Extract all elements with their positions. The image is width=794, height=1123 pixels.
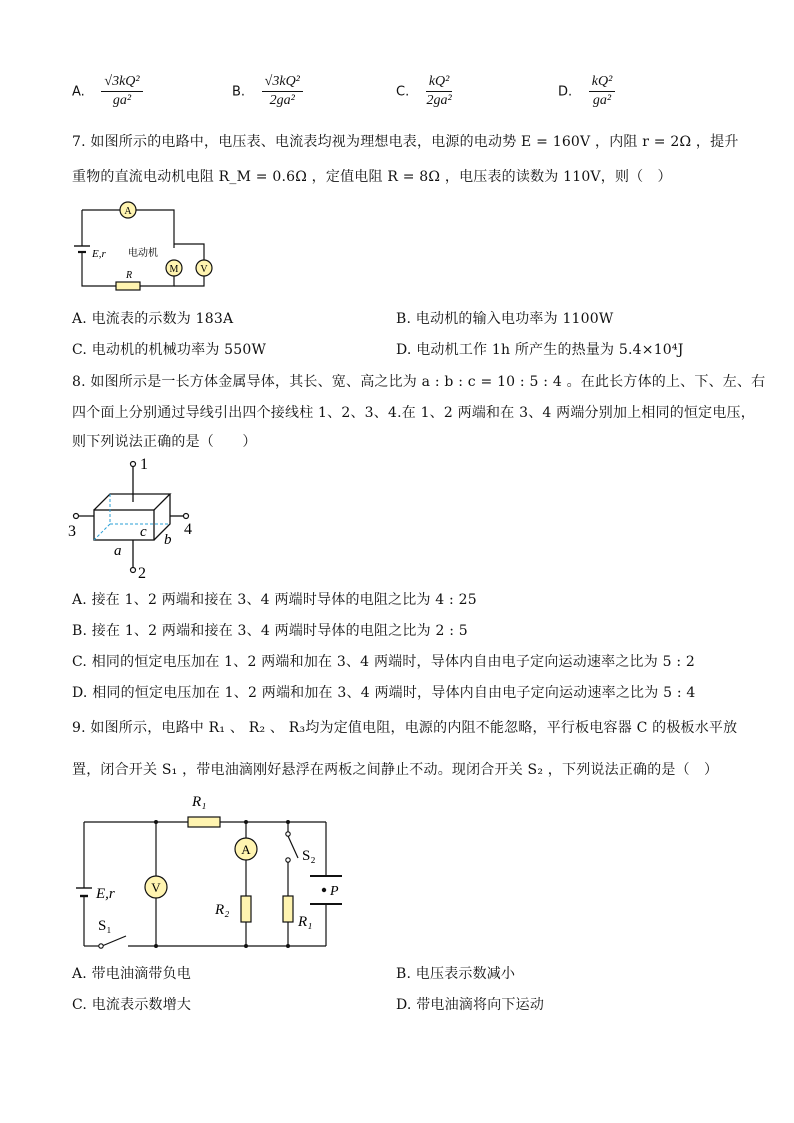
- q8-label-2: 2: [138, 565, 146, 582]
- q7-option-d[interactable]: D. 电动机工作 1h 所产生的热量为 5.4×10⁴J: [396, 342, 684, 358]
- q8-option-a[interactable]: A. 接在 1、2 两端和接在 3、4 两端时导体的电阻之比为 4 : 25: [72, 592, 477, 608]
- q7-motor-label: 电动机: [128, 248, 158, 259]
- q9-option-c[interactable]: C. 电流表示数增大: [72, 997, 192, 1013]
- q8-stem-line2: 四个面上分别通过导线引出四个接线柱 1、2、3、4.在 1、2 两端和在 3、4 两端分别加上相同的恒定电压，: [72, 405, 755, 421]
- q6-option-d-fraction: $\frac{\text{kQ²}}{\text{ga²}}$: [589, 74, 616, 109]
- q8-label-b: b: [164, 532, 172, 548]
- q9-oil-drop: [322, 888, 326, 892]
- q8-terminal-4: [184, 514, 189, 519]
- q8-label-c: c: [140, 524, 147, 540]
- svg-text:A: A: [241, 842, 251, 857]
- q9-label-s1: S₁: [98, 918, 112, 934]
- q7-voltmeter: [196, 260, 212, 276]
- q7-ammeter: [120, 202, 136, 218]
- q7-stem-line2: 重物的直流电动机电阻 R_M = 0.6Ω ，定值电阻 R = 8Ω ，电压表的读数为 110V，则（ ）: [72, 169, 672, 185]
- q6-option-c[interactable]: [396, 74, 452, 109]
- q9-option-d[interactable]: D. 带电油滴将向下运动: [396, 997, 545, 1013]
- svg-text:V: V: [200, 264, 208, 275]
- q9-source-label: E,r: [96, 886, 115, 902]
- q7-source-label: E,r: [92, 248, 106, 260]
- q6-option-a[interactable]: [72, 74, 143, 109]
- q8-label-3: 3: [68, 523, 76, 540]
- q7-resistor: [116, 282, 140, 290]
- q8-label-a: a: [114, 543, 122, 559]
- svg-text:V: V: [151, 880, 161, 895]
- q7-circuit-figure: [70, 198, 220, 294]
- q9-resistor-r1-top: [188, 817, 220, 827]
- q7-motor: [166, 260, 182, 276]
- q6-option-a-label: A.: [72, 84, 85, 100]
- q9-stem-line2: 置，闭合开关 S₁ ，带电油滴刚好悬浮在两板之间静止不动。现闭合开关 S₂ ，下列说法正确的是（ ）: [72, 762, 719, 778]
- q9-resistor-r2: [241, 896, 251, 922]
- svg-text:A: A: [124, 206, 132, 217]
- q8-stem-line3: 则下列说法正确的是（ ）: [72, 434, 257, 450]
- q7-resistor-label: R: [126, 270, 133, 281]
- q6-option-c-label: C.: [396, 84, 410, 100]
- q9-label-r1-top: R₁: [192, 794, 207, 810]
- q8-box-figure: [66, 452, 206, 584]
- q7-option-c[interactable]: C. 电动机的机械功率为 550W: [72, 342, 267, 358]
- q7-stem-line1: 7. 如图所示的电路中，电压表、电流表均视为理想电表，电源的电动势 E = 160V ，内阻 r = 2Ω ，提升: [72, 134, 739, 150]
- q6-option-b-fraction: $\frac{\text{√3kQ²}}{\text{2ga²}}$: [262, 74, 303, 109]
- q8-option-d[interactable]: D. 相同的恒定电压加在 1、2 两端和加在 3、4 两端时，导体内自由电子定向运动速率之比为 5 : 4: [72, 685, 696, 701]
- q8-label-4: 4: [184, 521, 192, 538]
- q6-option-b[interactable]: [232, 74, 303, 109]
- q6-option-d[interactable]: [558, 74, 615, 109]
- q8-terminal-2: [131, 568, 136, 573]
- q9-label-p: P: [330, 884, 339, 899]
- q8-option-c[interactable]: C. 相同的恒定电压加在 1、2 两端和加在 3、4 两端时，导体内自由电子定向运动速率之比为 5 : 2: [72, 654, 696, 670]
- q8-terminal-1: [131, 462, 136, 467]
- q7-option-b[interactable]: B. 电动机的输入电功率为 1100W: [396, 311, 614, 327]
- q9-voltmeter: [145, 876, 167, 898]
- q6-option-d-label: D.: [558, 84, 573, 100]
- q9-label-r1: R₁: [298, 914, 313, 930]
- q9-label-s2: S₂: [302, 848, 316, 864]
- q8-option-b[interactable]: B. 接在 1、2 两端和接在 3、4 两端时导体的电阻之比为 2 : 5: [72, 623, 468, 639]
- q9-label-r2: R₂: [215, 902, 230, 918]
- q6-option-a-fraction: $\frac{\text{√3kQ²}}{\text{ga²}}$: [101, 74, 142, 109]
- q9-option-b[interactable]: B. 电压表示数减小: [396, 966, 516, 982]
- q6-option-c-fraction: $\frac{\text{kQ²}}{\text{2ga²}}$: [426, 74, 452, 108]
- q8-stem-line1: 8. 如图所示是一长方体金属导体，其长、宽、高之比为 a : b : c = 10 : 5 : 4 。在此长方体的上、下、左、右: [72, 374, 766, 390]
- q8-terminal-3: [74, 514, 79, 519]
- q9-circuit-figure: [70, 784, 360, 954]
- q8-label-1: 1: [140, 456, 148, 473]
- q9-resistor-r1: [283, 896, 293, 922]
- q9-ammeter: [235, 838, 257, 860]
- q9-stem-line1: 9. 如图所示，电路中 R₁ 、 R₂ 、 R₃均为定值电阻，电源的内阻不能忽略，平行板电容器 C 的极板水平放: [72, 720, 738, 736]
- q7-option-a[interactable]: A. 电流表的示数为 183A: [72, 311, 234, 327]
- q6-option-b-label: B.: [232, 84, 246, 100]
- svg-text:M: M: [169, 264, 179, 275]
- q9-option-a[interactable]: A. 带电油滴带负电: [72, 966, 192, 982]
